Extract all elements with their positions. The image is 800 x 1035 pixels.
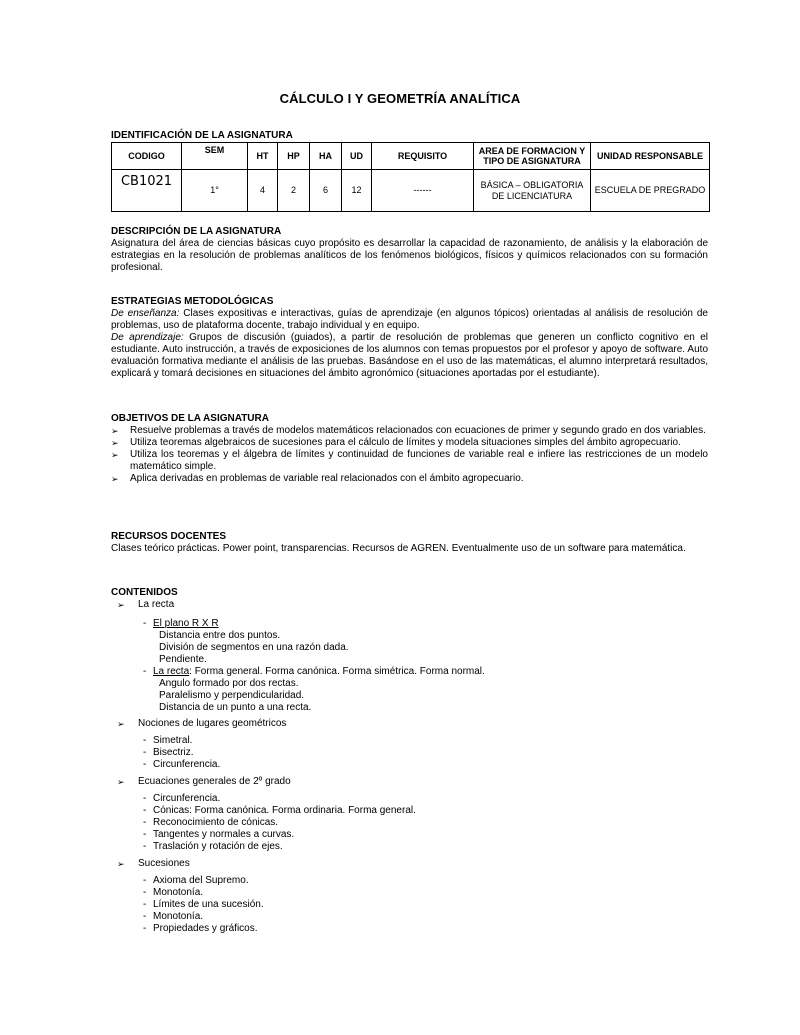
teaching-text: Clases expositivas e interactivas, guías de aprendizaje (en algunos tópicos) orientadas al análisis de resolución de problemas, uso de plataforma docente, trabajo individual y en equipo.: [111, 308, 708, 331]
content-topic: [111, 858, 708, 870]
dash-bullet: -: [143, 735, 147, 746]
subtopic-text: : Forma general. Forma canónica. Forma simétrica. Forma normal.: [189, 666, 485, 677]
list-item: [143, 899, 708, 911]
dash-bullet: -: [143, 805, 147, 816]
arrow-bullet-icon: ➢: [117, 719, 125, 729]
identification-section: [111, 130, 708, 212]
list-item: [143, 747, 708, 759]
page-title: CÁLCULO I Y GEOMETRÍA ANALÍTICA: [279, 91, 521, 106]
list-item: [111, 425, 708, 437]
description-section: [111, 226, 708, 274]
resources-text: Clases teórico prácticas. Power point, transparencias. Recursos de AGREN. Eventualmente uso de un software para matemática.: [111, 543, 686, 554]
teaching-strategy: [111, 308, 708, 332]
table-cell: 2: [278, 170, 310, 212]
dash-bullet: -: [143, 817, 147, 828]
table-header-cell: SEM: [182, 143, 248, 170]
list-item: [143, 805, 708, 817]
arrow-bullet-icon: ➢: [111, 474, 119, 484]
list-item: [143, 666, 708, 678]
list-item-text: Axioma del Supremo.: [153, 875, 249, 886]
objectives-section: [111, 413, 708, 485]
list-item: Pendiente.: [159, 654, 207, 665]
list-item: [143, 759, 708, 771]
dash-bullet: -: [143, 899, 147, 910]
table-header-cell: HP: [278, 143, 310, 170]
topic-title: Ecuaciones generales de 2º grado: [138, 776, 291, 787]
table-header-row: [112, 143, 710, 170]
table-header-cell: CODIGO: [112, 143, 182, 170]
content-topic: [111, 599, 708, 611]
list-item: Distancia de un punto a una recta.: [159, 702, 312, 713]
table-header-cell: AREA DE FORMACION Y TIPO DE ASIGNATURA: [474, 143, 591, 170]
list-item: Distancia entre dos puntos.: [159, 630, 281, 641]
topic-title: La recta: [138, 599, 175, 610]
list-item: [143, 911, 708, 923]
contents-heading: CONTENIDOS: [111, 587, 178, 598]
table-header-cell: HT: [248, 143, 278, 170]
list-item-text: Reconocimiento de cónicas.: [153, 817, 279, 828]
description-heading: DESCRIPCIÓN DE LA ASIGNATURA: [111, 226, 282, 237]
objective-text: Utiliza los teoremas y el álgebra de límites y continuidad de funciones de variable real e infiere las restricciones de un modelo matemático simple.: [130, 449, 708, 472]
arrow-bullet-icon: ➢: [117, 777, 125, 787]
strategies-heading: ESTRATEGIAS METODOLÓGICAS: [111, 296, 274, 307]
table-cell: 1°: [182, 170, 248, 212]
topic-title: Sucesiones: [138, 858, 190, 869]
objective-text: Resuelve problemas a través de modelos matemáticos relacionados con ecuaciones de primer y segundo grado en dos variables.: [130, 425, 706, 436]
list-item: [111, 437, 708, 449]
teaching-label: De enseñanza:: [111, 308, 180, 319]
list-item: [143, 829, 708, 841]
arrow-bullet-icon: ➢: [111, 438, 119, 448]
content-topic: [111, 718, 708, 730]
dash-bullet: -: [143, 747, 147, 758]
list-item-text: Propiedades y gráficos.: [153, 923, 258, 934]
list-item-text: Cónicas: Forma canónica. Forma ordinaria. Forma general.: [153, 805, 416, 816]
topic-title: Nociones de lugares geométricos: [138, 718, 287, 729]
strategies-section: [111, 296, 708, 380]
list-item-text: Circunferencia.: [153, 793, 221, 804]
topic-sublist: [111, 735, 708, 771]
subtopic-title: El plano R X R: [153, 618, 219, 629]
dash-bullet: -: [143, 666, 147, 677]
list-item-text: Tangentes y normales a curvas.: [153, 829, 295, 840]
resources-heading: RECURSOS DOCENTES: [111, 531, 227, 542]
objective-text: Aplica derivadas en problemas de variable real relacionados con el ámbito agropecuario.: [130, 473, 524, 484]
arrow-bullet-icon: ➢: [117, 859, 125, 869]
arrow-bullet-icon: ➢: [117, 600, 125, 610]
list-item-text: Bisectriz.: [153, 747, 194, 758]
dash-bullet: -: [143, 911, 147, 922]
list-item: [143, 887, 708, 899]
list-item: [143, 793, 708, 805]
list-item: [143, 817, 708, 829]
table-cell: 4: [248, 170, 278, 212]
learning-text: Grupos de discusión (guiados), a partir de resolución de problemas que generen un conflicto cognitivo en el estudiante. Auto instrucción, a través de exposiciones de los alumnos con temas propuestos por el profesor y apoyo de software. Auto evaluación formativa mediante el análisis de las pruebas. Basándose en el uso de las matemáticas, el alumno interpretará resultados, explicará y tomará decisiones en situaciones del ámbito agronómico (situaciones aportadas por el estudiante).: [111, 332, 708, 379]
table-header-cell: UD: [342, 143, 372, 170]
list-item: Paralelismo y perpendicularidad.: [159, 690, 305, 701]
arrow-bullet-icon: ➢: [111, 426, 119, 436]
list-item: [143, 735, 708, 747]
learning-label: De aprendizaje:: [111, 332, 184, 343]
table-header-cell: UNIDAD RESPONSABLE: [591, 143, 710, 170]
list-item-text: Circunferencia.: [153, 759, 221, 770]
table-header-cell: HA: [310, 143, 342, 170]
list-item: [143, 841, 708, 853]
table-cell: ESCUELA DE PREGRADO: [591, 170, 710, 212]
dash-bullet: -: [143, 923, 147, 934]
resources-section: [111, 531, 708, 555]
dash-bullet: -: [143, 875, 147, 886]
dash-bullet: -: [143, 759, 147, 770]
list-item-text: Límites de una sucesión.: [153, 899, 264, 910]
identification-heading: IDENTIFICACIÓN DE LA ASIGNATURA: [111, 130, 293, 141]
table-cell-code: CB1021: [112, 170, 182, 212]
table-header-cell: REQUISITO: [372, 143, 474, 170]
list-item-text: Monotonía.: [153, 911, 204, 922]
table-cell: ------: [372, 170, 474, 212]
topic-sublist: [111, 666, 708, 678]
list-item: [111, 473, 708, 485]
list-item: [111, 449, 708, 473]
objectives-heading: OBJETIVOS DE LA ASIGNATURA: [111, 413, 269, 424]
list-item-text: Simetral.: [153, 735, 193, 746]
list-item-text: Monotonía.: [153, 887, 204, 898]
content-topic: [111, 776, 708, 788]
topic-sublist: [111, 618, 708, 630]
arrow-bullet-icon: ➢: [111, 450, 119, 460]
topic-sublist: [111, 875, 708, 935]
dash-bullet: -: [143, 618, 147, 629]
topic-sublist: [111, 793, 708, 853]
list-item: [143, 875, 708, 887]
dash-bullet: -: [143, 829, 147, 840]
recta-items: [111, 678, 708, 714]
objective-text: Utiliza teoremas algebraicos de sucesiones para el cálculo de límites y modela situaciones simples del ámbito agropecuario.: [130, 437, 681, 448]
dash-bullet: -: [143, 793, 147, 804]
table-cell: 12: [342, 170, 372, 212]
table-cell: BÁSICA – OBLIGATORIA DE LICENCIATURA: [474, 170, 591, 212]
plano-items: [111, 630, 708, 666]
identification-table: [111, 142, 710, 212]
list-item: [143, 923, 708, 935]
list-item: División de segmentos en una razón dada.: [159, 642, 349, 653]
dash-bullet: -: [143, 841, 147, 852]
objectives-list: [111, 425, 708, 485]
list-item-text: Traslación y rotación de ejes.: [153, 841, 283, 852]
table-row: [112, 170, 710, 212]
subtopic-title: La recta: [153, 666, 190, 677]
learning-strategy: [111, 332, 708, 380]
list-item: [143, 618, 708, 630]
dash-bullet: -: [143, 887, 147, 898]
list-item: Angulo formado por dos rectas.: [159, 678, 299, 689]
description-text: Asignatura del área de ciencias básicas cuyo propósito es desarrollar la capacidad de razonamiento, de análisis y la elaboración de estrategias en la resolución de problemas analíticos de los fenómenos biológicos, físicos y químicos relacionados con su formación profesional.: [111, 238, 708, 273]
table-cell: 6: [310, 170, 342, 212]
contents-section: [111, 587, 708, 935]
